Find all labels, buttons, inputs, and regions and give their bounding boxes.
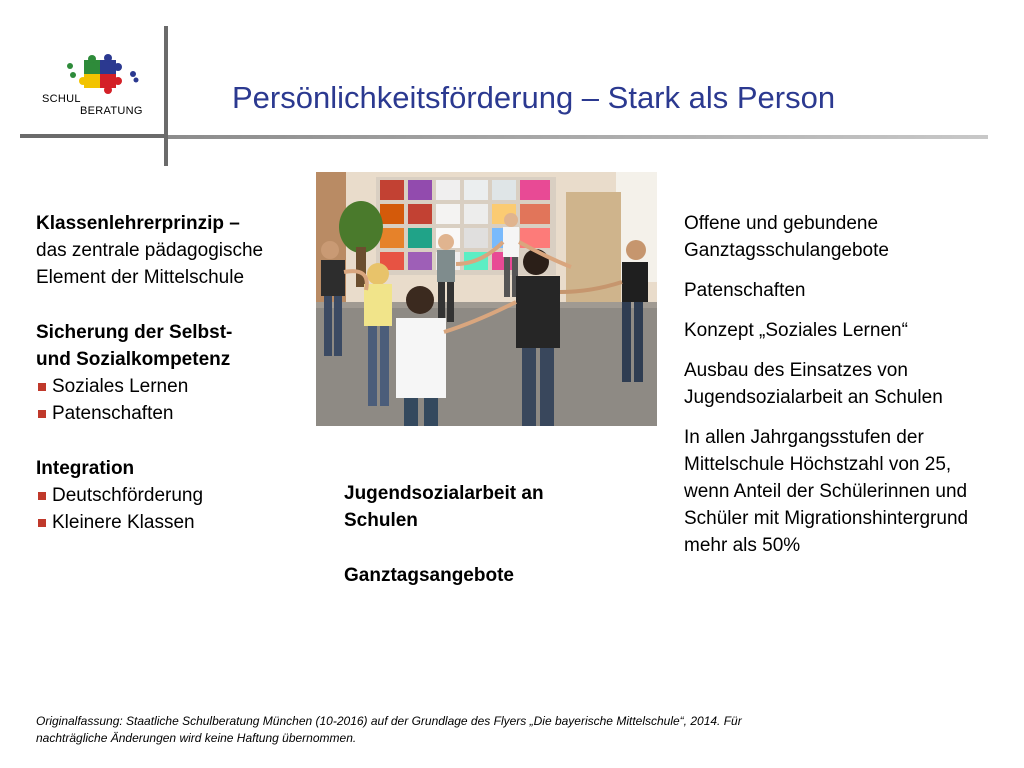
header-left-rule xyxy=(20,134,165,138)
footer-line-1: Originalfassung: Staatliche Schulberatung München (10-2016) auf der Grundlage des Flyers „Die bayerische Mittelschule“, 2014. Für xyxy=(36,714,742,728)
page-title: Persönlichkeitsförderung – Stark als Person xyxy=(232,80,836,115)
footer-line-2: nachträgliche Änderungen wird keine Haftung übernommen. xyxy=(36,731,357,745)
caption-ganztagsangebote: Ganztagsangebote xyxy=(344,565,514,586)
left-column xyxy=(36,210,316,536)
right-item-patenschaften: Patenschaften xyxy=(684,280,806,301)
list-item: Soziales Lernen xyxy=(36,373,316,400)
right-item-klassenstaerke: In allen Jahrgangsstufen der Mittelschule Höchstzahl von 25, wenn Anteil der Schülerinnen und Schüler mit Migrationshintergrund mehr als 50% xyxy=(684,427,969,556)
right-item-ganztagsschule: Offene und gebundene Ganztagsschulangebote xyxy=(684,213,889,261)
right-column xyxy=(684,210,984,572)
middle-captions xyxy=(344,480,644,589)
logo-text-line2: BERATUNG xyxy=(80,105,143,117)
puzzle-logo-icon xyxy=(40,50,152,120)
right-item-soziales-lernen: Konzept „Soziales Lernen“ xyxy=(684,320,908,341)
classroom-photo xyxy=(316,172,657,426)
list-item: Patenschaften xyxy=(36,400,316,427)
header-right-rule xyxy=(168,135,988,139)
right-item-jugendsozialarbeit: Ausbau des Einsatzes von Jugendsozialarbeit an Schulen xyxy=(684,360,943,408)
schulberatung-logo xyxy=(40,50,152,120)
left-heading-2a: Sicherung der Selbst- xyxy=(36,322,233,343)
left-heading-1: Klassenlehrerprinzip – xyxy=(36,213,240,234)
footer-note xyxy=(36,713,896,747)
header-vertical-rule xyxy=(164,26,168,166)
list-item: Deutschförderung xyxy=(36,482,316,509)
left-text-2: Element der Mittelschule xyxy=(36,267,245,288)
caption-jugendsozialarbeit-line1: Jugendsozialarbeit an xyxy=(344,483,544,504)
list-item: Kleinere Klassen xyxy=(36,509,316,536)
left-text-1: das zentrale pädagogische xyxy=(36,240,264,261)
left-heading-2b: und Sozialkompetenz xyxy=(36,349,231,370)
logo-text-line1: SCHUL xyxy=(42,93,81,105)
caption-jugendsozialarbeit-line2: Schulen xyxy=(344,510,418,531)
left-heading-3: Integration xyxy=(36,458,135,479)
